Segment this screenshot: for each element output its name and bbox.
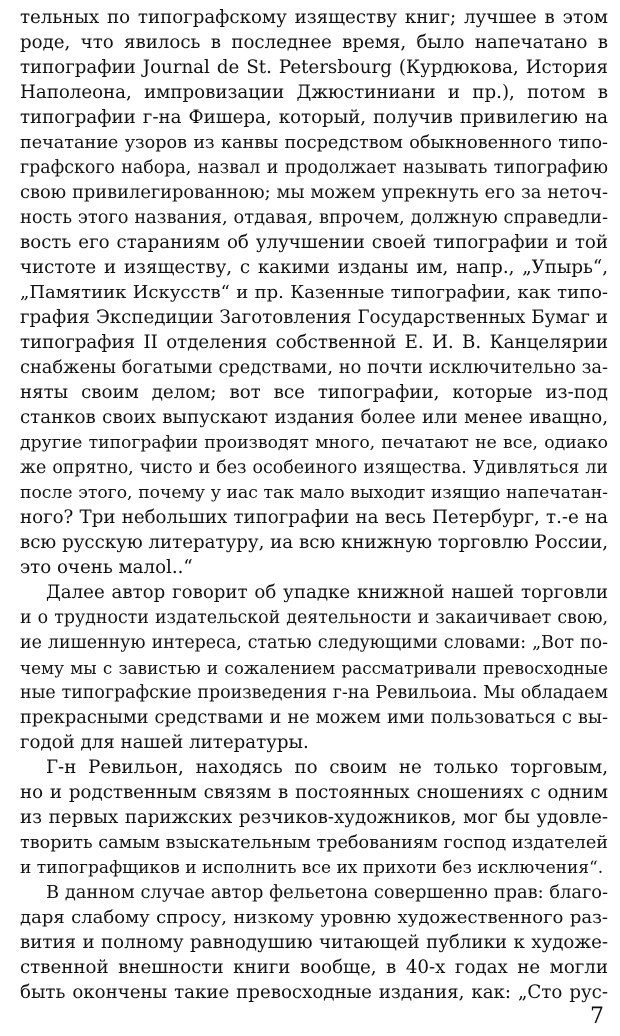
text-line: и типографщиков и исполнить все их прихоти без исключения“. [20,858,604,878]
text-line: типография II отделения собственной Е. И. В. Канцелярии [20,332,608,353]
text-line: быть окончены такие превосходные издания, как: „Сто рус- [20,982,608,1003]
text-line: ные типографские произведения г-на Ревильоиа. Мы обладаем [20,683,608,703]
text-line: же опрятно, чисто и без особеиного изящества. Удивляться ли [20,458,608,478]
text-line: типографии Journal de St. Petersbourg (Курдюкова, История [20,57,608,78]
text-line: чистоте и изяществу, с какими изданы им, напр., „Упырь“, [20,257,608,278]
text-line: ность этого названия, отдавая, впрочем, должную справедли- [20,207,608,228]
text-line: Г-н Ревильон, находясь по своим не только торговым, [46,757,608,778]
text-line: „Памятиик Искусств“ и пр. Казенные типографии, как типо- [20,282,608,303]
text-line: после этого, почему у иас так мало выходит изящио напечатан- [20,483,608,503]
text-line: это очень малоl..“ [20,557,193,578]
text-line: творить самым взыскательным требованиям господ издателей [20,833,608,853]
text-line: годой для нашей литературы. [20,732,309,753]
text-line: роде, что явилось в последнее время, было напечатано в [20,32,608,53]
text-line: Далее автор говорит об упадке книжной нашей торговли [46,582,608,603]
text-line: печатание узоров из канвы посредством обыкновенного типо- [20,133,608,153]
text-line: всю русскую литературу, иа всю книжную торговлю России, [20,532,608,553]
text-line: вость его стараниям об улучшении своей типографии и той [20,232,608,253]
text-line: но и родственным связям в постоянных сношениях с одним [20,782,608,803]
text-line: станков своих выпускают издания более или менее иващно, [20,407,608,428]
text-line: ие лишенную интереса, статью следующими словами: „Вот по- [20,633,608,653]
text-line: даря слабому спросу, низкому уровню художественного раз- [20,907,608,928]
text-line: снабжены богатыми средствами, но почти исключительно за- [20,357,608,378]
text-line: другие типографии производят много, печатают не все, одиако [20,433,608,453]
text-line: няты своим делом; вот все типографии, которые из-под [20,382,608,403]
text-line: графского набора, назвал и продолжает называть типографию [20,158,608,178]
text-line: ного? Три небольших типографии на весь Петербург, т.-е на [20,507,608,528]
text-line: типографии г-на Фишера, который, получив привилегию на [20,107,608,128]
text-line: вития и полному равнодушию читающей публики к художе- [20,932,608,953]
text-line: Наполеона, импровизации Джюстиниани и пр.), потом в [20,82,608,103]
text-line: и о трудности издательской деятельности и закаичивает свою, [20,608,608,628]
text-line: прекрасными средствами и не можем ими пользоваться с вы- [20,707,608,728]
text-line: тельных по типографскому изяществу книг; лучшее в этом [20,7,608,28]
text-line: чему мы с завистью и сожалением рассматривали превосходные [20,658,608,678]
text-line: графия Экспедиции Заготовления Государственных Бумаг и [20,307,608,328]
text-line: из первых парижских резчиков-художников, мог бы удовле- [20,807,608,828]
page-number: 7 [590,1004,604,1029]
text-line: свою привилегированною; мы можем упрекнуть его за неточ- [20,182,608,203]
text-line: В данном случае автор фельетона совершенно прав: благо- [46,882,608,903]
text-line: ственной внешности книги вообще, в 40-х годах не могли [20,957,608,978]
